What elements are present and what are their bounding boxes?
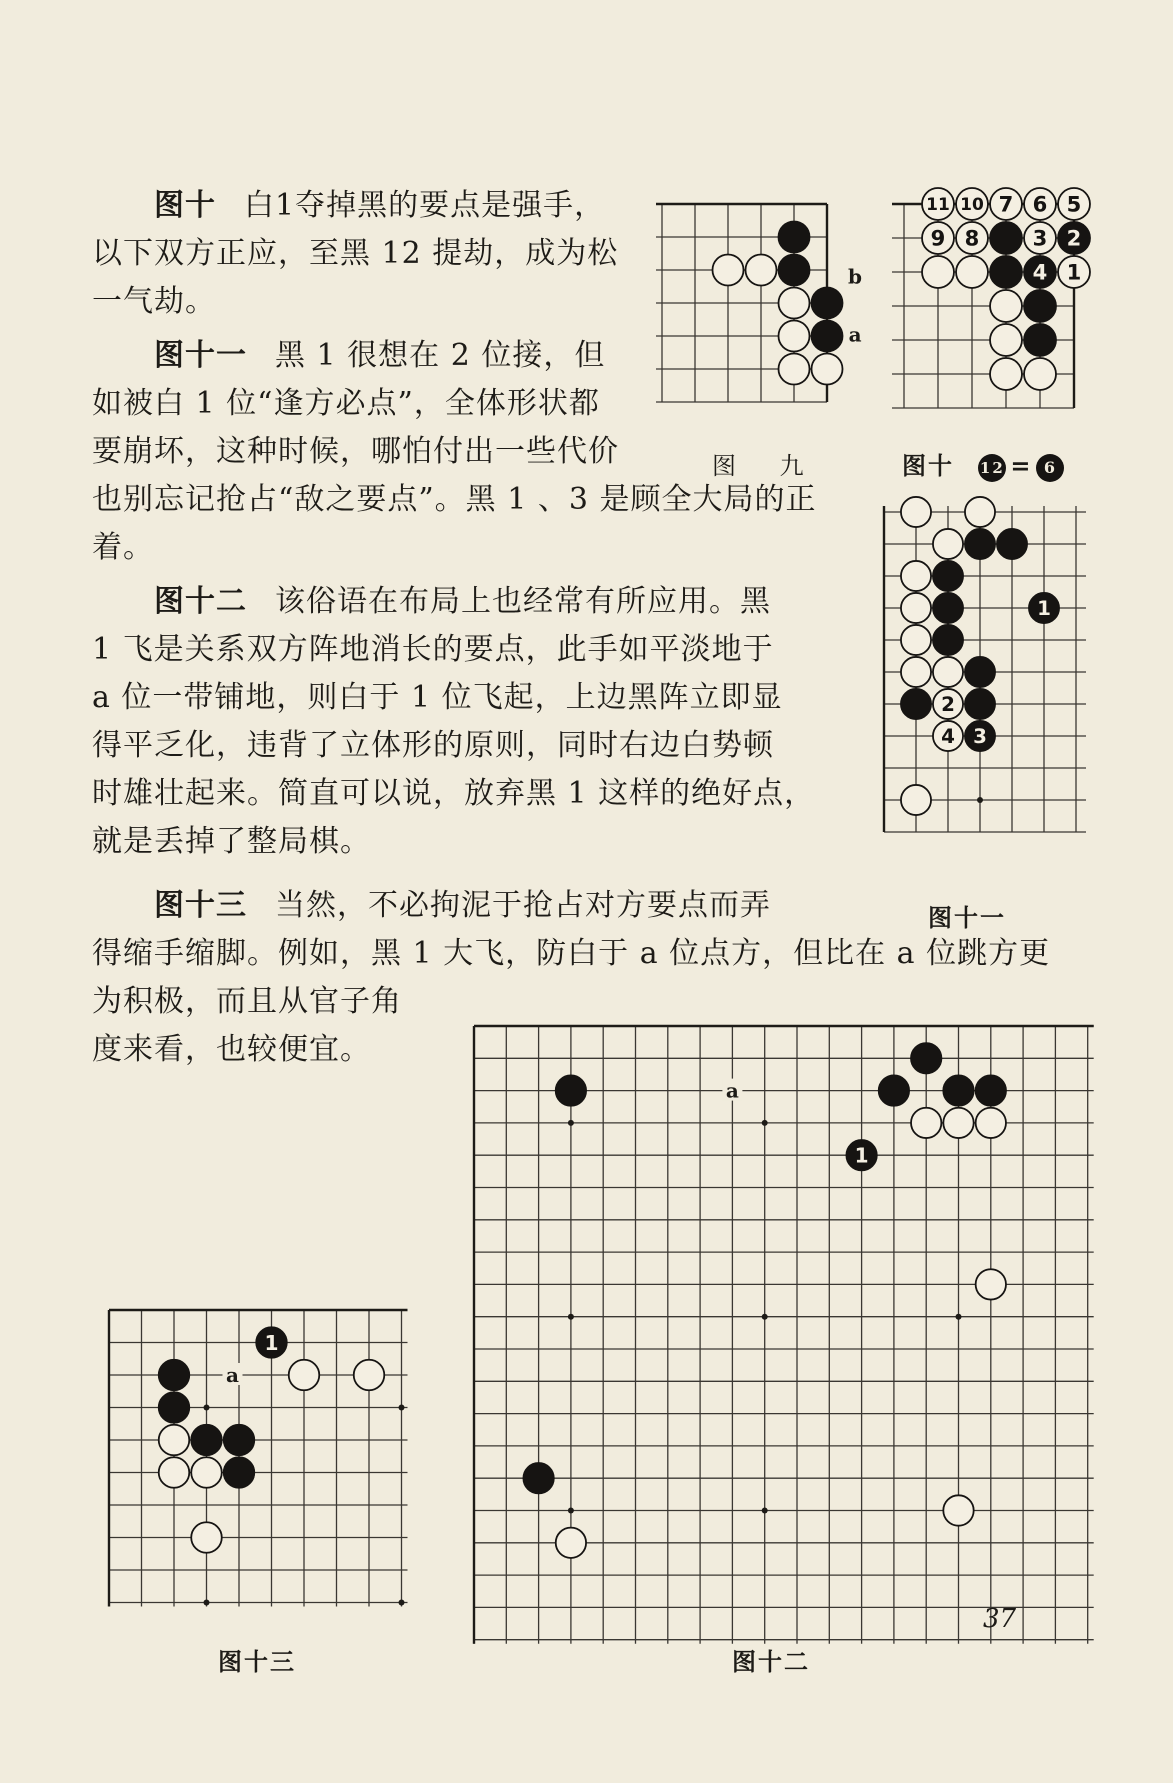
white-stone (1024, 222, 1056, 254)
paragraph-line: 着。 (92, 530, 154, 565)
move-number: 5 (1066, 191, 1082, 217)
go-diagram-fig10 (898, 191, 1082, 420)
move-number: 1 (854, 1143, 869, 1168)
white-stone (712, 254, 743, 285)
black-stone (933, 561, 963, 591)
white-stone (976, 1269, 1006, 1299)
white-stone (354, 1360, 385, 1391)
star-point (399, 1600, 405, 1606)
white-stone (990, 290, 1022, 322)
white-stone (1024, 358, 1056, 390)
move-number: 6 (1032, 191, 1048, 217)
white-stone (933, 721, 963, 751)
star-point (568, 1508, 574, 1514)
white-stone (289, 1360, 320, 1391)
black-stone (933, 593, 963, 623)
diagram-caption-fig9: 图 九 (712, 452, 822, 480)
go-diagram-fig9 (656, 200, 861, 420)
white-stone (990, 324, 1022, 356)
move-number: 7 (998, 191, 1014, 217)
white-stone (965, 497, 995, 527)
ko-note-right-stone: 6 (1036, 454, 1064, 482)
black-stone (778, 254, 809, 285)
star-point (399, 1405, 405, 1411)
move-number: 1 (1066, 259, 1082, 285)
paragraph-line: 当然，不必拘泥于抢占对方要点而弄 (275, 888, 771, 923)
black-stone (1029, 593, 1059, 623)
black-stone (159, 1392, 190, 1423)
white-stone (956, 222, 988, 254)
caption-text: 图十 (902, 451, 954, 480)
white-stone (990, 358, 1022, 390)
paragraph-line: 黑 1 很想在 2 位接，但 (275, 338, 606, 373)
black-stone (811, 320, 842, 351)
point-label: a (848, 322, 862, 347)
board-grid (109, 1310, 408, 1607)
star-point (568, 1314, 574, 1320)
white-stone (933, 657, 963, 687)
move-number: 1 (264, 1330, 279, 1355)
ko-note-equals: = (1010, 451, 1033, 480)
black-stone (1024, 324, 1056, 356)
white-stone (911, 1108, 941, 1138)
white-stone (778, 320, 809, 351)
black-stone (1024, 290, 1056, 322)
paragraph-line: 时雄壮起来。简直可以说，放弃黑 1 这样的绝好点， (92, 776, 816, 811)
black-stone (846, 1140, 876, 1170)
point-label: a (226, 1363, 239, 1387)
white-stone (191, 1457, 222, 1488)
white-stone (933, 689, 963, 719)
white-stone (990, 188, 1022, 220)
black-stone (901, 689, 931, 719)
paragraph-line: 白1夺掉黑的要点是强手， (244, 188, 606, 223)
white-stone (956, 188, 988, 220)
black-stone (1058, 222, 1090, 254)
white-stone (901, 561, 931, 591)
white-stone (159, 1425, 190, 1456)
black-stone (778, 221, 809, 252)
paragraph-label: 图十一 (154, 338, 247, 373)
white-stone (745, 254, 776, 285)
move-number: 3 (1032, 225, 1048, 251)
white-stone (778, 353, 809, 384)
white-stone (901, 497, 931, 527)
diagram-caption-fig13: 图十三 (218, 1647, 296, 1676)
move-number: 10 (960, 195, 984, 216)
go-diagram-fig12 (470, 1022, 1095, 1642)
paragraph-line: 得平乏化，违背了立体形的原则，同时右边白势顿 (92, 728, 774, 763)
white-stone (922, 222, 954, 254)
white-stone (1024, 188, 1056, 220)
white-stone (191, 1522, 222, 1553)
white-stone (1058, 188, 1090, 220)
go-diagram-fig13 (104, 1306, 429, 1624)
move-number: 2 (1066, 225, 1082, 251)
black-stone (159, 1360, 190, 1391)
move-number: 8 (964, 225, 980, 251)
diagram-caption-fig10 (902, 446, 1064, 482)
paragraph-label: 图十二 (154, 584, 247, 619)
diagram-caption-fig11: 图十一 (928, 903, 1006, 932)
paragraph-label: 图十三 (154, 888, 247, 923)
black-stone (997, 529, 1027, 559)
paragraph-line: 得缩手缩脚。例如，黑 1 大飞，防白于 a 位点方，但比在 a 位跳方更 (92, 936, 1051, 971)
star-point (762, 1314, 768, 1320)
paragraph-line: 该俗语在布局上也经常有所应用。黑 (275, 584, 771, 619)
white-stone (976, 1108, 1006, 1138)
paragraph-line: 以下双方正应，至黑 12 提劫，成为松 (92, 236, 619, 271)
point-label: b (848, 264, 863, 289)
black-stone (224, 1457, 255, 1488)
paragraph-line: 一气劫。 (92, 284, 216, 319)
move-number: 9 (930, 225, 946, 251)
white-stone (811, 353, 842, 384)
star-point (204, 1405, 210, 1411)
black-stone (224, 1425, 255, 1456)
move-number: 11 (926, 195, 950, 216)
white-stone (943, 1495, 973, 1525)
white-stone (778, 287, 809, 318)
black-stone (911, 1043, 941, 1073)
paragraph-line: 如被白 1 位“逢方必点”，全体形状都 (92, 386, 600, 421)
white-stone (922, 188, 954, 220)
move-number: 2 (941, 693, 955, 717)
black-stone (965, 657, 995, 687)
black-stone (965, 721, 995, 751)
black-stone (943, 1075, 973, 1105)
white-stone (933, 529, 963, 559)
paragraph-line: 1 飞是关系双方阵地消长的要点，此手如平淡地于 (92, 632, 774, 667)
paragraph-line: 度来看，也较便宜。 (92, 1032, 371, 1067)
ko-note-left-stone: 12 (978, 454, 1006, 482)
star-point (762, 1508, 768, 1514)
black-stone (990, 256, 1022, 288)
white-stone (901, 593, 931, 623)
black-stone (976, 1075, 1006, 1105)
paragraph-line: 为积极，而且从官子角 (92, 984, 402, 1019)
white-stone (901, 625, 931, 655)
star-point (762, 1120, 768, 1126)
page-number: 37 (983, 1604, 1017, 1634)
white-stone (901, 785, 931, 815)
black-stone (965, 529, 995, 559)
move-number: 4 (941, 725, 955, 749)
black-stone (879, 1075, 909, 1105)
white-stone (901, 657, 931, 687)
point-label: a (725, 1078, 739, 1103)
paragraph-label: 图十 (154, 188, 216, 223)
paragraph-line: 也别忘记抢占“敌之要点”。黑 1 、3 是顾全大局的正 (92, 482, 817, 517)
move-number: 3 (973, 725, 987, 749)
star-point (568, 1120, 574, 1126)
paragraph-line: 就是丢掉了整局棋。 (92, 824, 371, 859)
white-stone (956, 256, 988, 288)
white-stone (159, 1457, 190, 1488)
black-stone (191, 1425, 222, 1456)
move-number: 1 (1037, 597, 1051, 621)
star-point (977, 797, 983, 803)
white-stone (943, 1108, 973, 1138)
white-stone (1058, 256, 1090, 288)
black-stone (990, 222, 1022, 254)
move-number: 4 (1032, 259, 1048, 285)
black-stone (965, 689, 995, 719)
white-stone (556, 1528, 586, 1558)
black-stone (933, 625, 963, 655)
star-point (204, 1600, 210, 1606)
black-stone (811, 287, 842, 318)
black-stone (256, 1327, 287, 1358)
black-stone (1024, 256, 1056, 288)
paragraph-line: 要崩坏，这种时候，哪怕付出一些代价 (92, 434, 619, 469)
paragraph-fig10 (92, 182, 632, 326)
star-point (956, 1314, 962, 1320)
paragraph-fig12 (92, 578, 832, 866)
paragraph-line: a 位一带铺地，则白于 1 位飞起，上边黑阵立即显 (92, 680, 783, 715)
black-stone (523, 1463, 553, 1493)
go-diagram-fig11 (872, 508, 1082, 890)
white-stone (922, 256, 954, 288)
black-stone (556, 1075, 586, 1105)
diagram-caption-fig12: 图十二 (732, 1647, 810, 1676)
